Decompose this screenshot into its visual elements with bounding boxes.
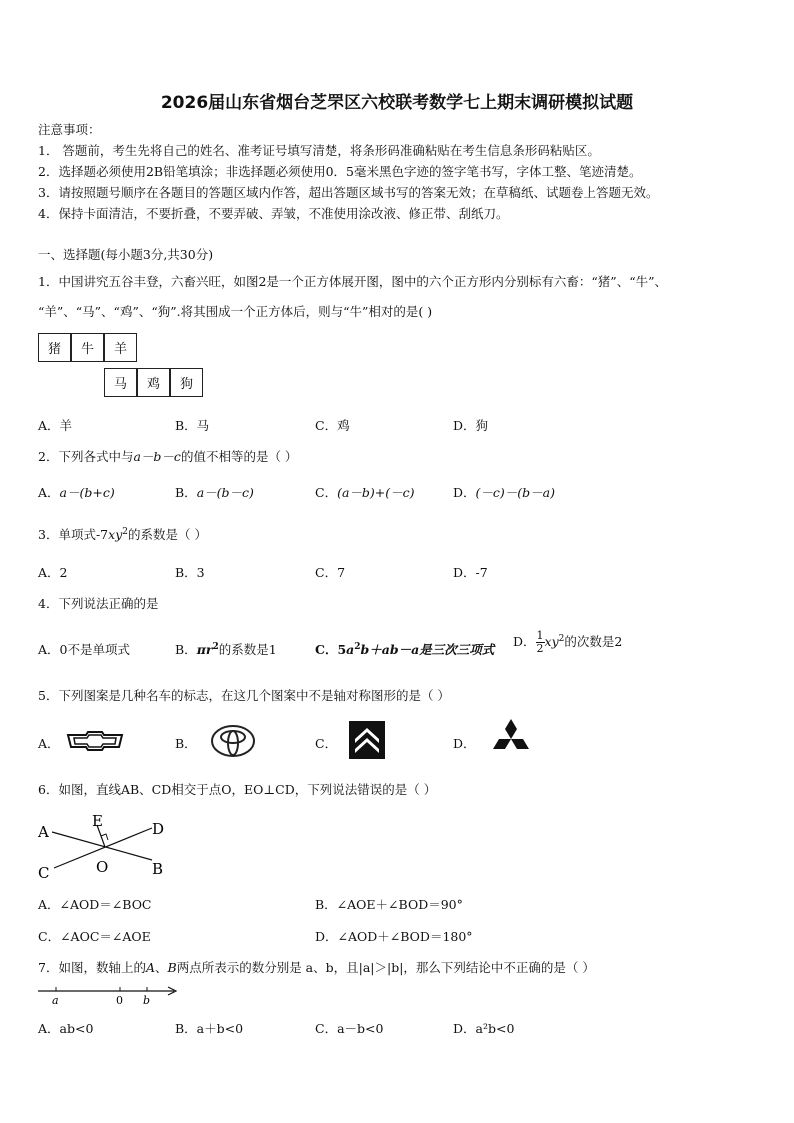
q4-optb-post: 的系数是1 [218,642,277,657]
q4-option-label: B． [175,642,197,657]
q6-option-c[interactable]: C．∠AOC＝∠AOE [38,929,151,944]
q7-number-line [36,982,180,1008]
q7-stem-sep: 、 [155,960,168,975]
q5-option-b[interactable]: B． [175,736,197,751]
q5-option-c[interactable]: C． [315,736,338,751]
q7-option-d[interactable]: D．a²b<0 [453,1021,515,1036]
q7-option-c[interactable]: C．a－b<0 [315,1021,384,1036]
q6-stem: 6．如图，直线AB、CD相交于点O，EO⊥CD，下列说法错误的是（ ） [38,782,437,797]
q7-option-b[interactable]: B．a＋b<0 [175,1021,244,1036]
q7-option-a[interactable]: A．ab<0 [38,1021,94,1036]
q7-stem-mid: 两点所表示的数分别是 a、b，且|a|＞|b|，那么下列结论中不正确的是（ ） [176,960,595,975]
q3-option-b[interactable]: B．3 [175,565,205,580]
q2-stem-post: 的值不相等的是（ ） [180,449,298,464]
q7-stem-pre: 7．如图，数轴上的 [38,960,146,975]
q2-option-expr: a－(b－c) [196,485,254,500]
cube-cell: 牛 [71,333,104,362]
q4-option-c[interactable] [315,640,494,658]
q4-optd-exp: 2 [558,633,565,644]
q3-stem-pre: 3．单项式-7 [38,527,109,542]
q5-option-d[interactable]: D． [453,736,476,751]
q4-stem: 4．下列说法正确的是 [38,596,159,611]
q2-option-expr: a－(b+c) [59,485,115,500]
q1-stem-line2: “羊”、“马”、“鸡”、“狗”.将其围成一个正方体后，则与“牛”相对的是( ) [38,304,433,319]
q4-optd-fraction [536,630,545,655]
q2-stem-expr: a－b－c [133,449,181,464]
citroen-logo-icon [349,721,385,759]
point-label-o: O [96,858,109,876]
q3-stem-exp: 2 [122,526,128,537]
section-heading: 一、选择题(每小题3分,共30分) [38,247,214,262]
q4-optb-exp: 2 [212,641,219,652]
notice-heading: 注意事项： [38,122,101,137]
q4-optc-a: a [346,642,355,657]
cube-cell: 猪 [38,333,71,362]
q4-option-b[interactable] [175,640,277,658]
cube-cell: 鸡 [137,368,170,397]
notice-item-1: 1． 答题前，考生先将自己的姓名、准考证号填写清楚，将条形码准确粘贴在考生信息条形码粘贴区。 [38,143,600,158]
fraction-denominator: 2 [536,642,544,655]
q4-optd-post: 的次数是2 [564,634,623,649]
point-label-e: E [92,812,103,830]
q2-option-label: C． [315,485,338,500]
q3-stem-var: xy [108,527,123,542]
q1-option-a[interactable]: A．羊 [38,418,73,433]
page-title: 2026届山东省烟台芝罘区六校联考数学七上期末调研模拟试题 [160,93,634,113]
q2-option-a[interactable] [38,483,115,501]
notice-item-3: 3．请按照题号顺序在各题目的答题区域内作答，超出答题区域书写的答案无效；在草稿纸、试题卷上答题无效。 [38,185,659,200]
axis-label-b: b [143,994,151,1007]
mitsubishi-logo-icon [488,717,534,759]
cube-cell: 狗 [170,368,203,397]
notice-item-4: 4．保持卡面清洁，不要折叠，不要弄破、弄皱，不准使用涂改液、修正带、刮纸刀。 [38,206,509,221]
q6-option-b[interactable]: B．∠AOE＋∠BOD＝90° [315,897,463,912]
q7-stem-b: B [167,960,177,975]
axis-label-a: a [52,994,59,1007]
toyota-logo-icon [210,724,256,758]
q7-stem [38,958,595,976]
q2-option-label: B． [175,485,197,500]
q3-option-c[interactable]: C．7 [315,565,346,580]
cube-cell: 马 [104,368,137,397]
q3-stem-post: 的系数是（ ） [128,527,207,542]
q2-option-expr: (－c)－(b－a) [475,485,555,500]
q2-option-d[interactable] [453,483,555,501]
q1-option-c[interactable]: C．鸡 [315,418,350,433]
point-label-d: D [152,820,165,838]
chevrolet-logo-icon [64,730,126,752]
q5-stem: 5．下列图案是几种名车的标志，在这几个图案中不是轴对称图形的是（ ） [38,688,450,703]
q1-option-d[interactable]: D．狗 [453,418,489,433]
notice-item-2: 2．选择题必须使用2B铅笔填涂；非选择题必须使用0．5毫米黑色字迹的签字笔书写，字体工整、笔迹清楚。 [38,164,642,179]
q4-option-label: D． [513,634,536,649]
q7-stem-a: A [145,960,155,975]
q2-option-label: A． [38,485,60,500]
q3-stem [38,525,207,543]
q6-figure-intersecting-lines [34,808,174,882]
point-label-c: C [38,864,50,882]
fraction-numerator: 1 [536,629,544,642]
q4-option-a[interactable]: A．0不是单项式 [38,642,130,657]
axis-label-zero: 0 [116,994,123,1007]
q4-optd-var: xy [544,634,559,649]
q6-option-d[interactable]: D．∠AOD＋∠BOD＝180° [315,929,473,944]
cube-cell: 羊 [104,333,137,362]
q2-stem [38,447,297,465]
q6-option-a[interactable]: A．∠AOD＝∠BOC [38,897,152,912]
q4-optc-post: b＋ab－a是三次三项式 [360,642,495,657]
point-label-a: A [38,823,49,841]
q3-option-a[interactable]: A．2 [38,565,68,580]
q1-stem-line1: 1．中国讲究五谷丰登，六畜兴旺，如图2是一个正方体展开图，图中的六个正方形内分别标有六畜：“猪”、“牛”、 [38,274,667,289]
q4-option-d[interactable] [513,630,622,655]
q4-optc-pre: C．5 [315,642,347,657]
q2-option-c[interactable] [315,483,415,501]
q1-option-b[interactable]: B．马 [175,418,210,433]
q5-option-a[interactable]: A． [38,736,60,751]
q2-option-b[interactable] [175,483,254,501]
q2-option-expr: (a－b)+(－c) [337,485,415,500]
q2-option-label: D． [453,485,476,500]
q4-optc-exp: 2 [354,641,361,652]
q3-option-d[interactable]: D．-7 [453,565,488,580]
point-label-b: B [152,860,164,878]
q2-stem-pre: 2．下列各式中与 [38,449,134,464]
q4-optb-var: πr [196,642,213,657]
